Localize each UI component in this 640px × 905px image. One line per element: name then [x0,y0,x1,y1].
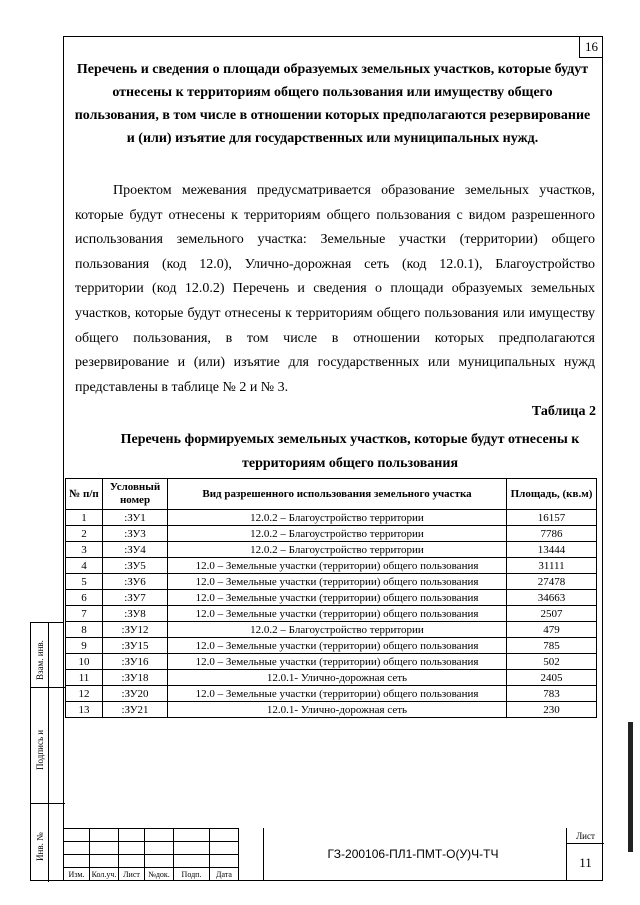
row-use: 12.0 – Земельные участки (территории) общего пользования [168,686,507,702]
row-use: 12.0.1- Улично-дорожная сеть [168,702,507,718]
land-plots-table [65,478,597,718]
row-cond-number: :ЗУ20 [103,686,168,702]
table-row [66,542,597,558]
body-paragraph: Проектом межевания предусматривается образование земельных участков, которые будут отнесены к территориям общего пользования с видом разрешенного использования земельного участка: Земельные участки (территории) общего пользования (код 12.0), Улично-дорожная сеть (код 12.0.1), Благоустройство территории (код 12.0.2) Перечень и сведения о площади образуемых земельных участков, которые будут отнесены к территориям общего пользования или имуществу общего пользования, в том числе в отношении которых предполагаются резервирование и (или) изъятие для государственных или муниципальных нужд представлены в таблице № 2 и № 3. [75,183,595,395]
row-area: 27478 [507,574,597,590]
row-num: 12 [66,686,103,702]
row-area: 16157 [507,510,597,526]
table-row [66,670,597,686]
row-num: 9 [66,638,103,654]
row-cond-number: :ЗУ16 [103,654,168,670]
row-num: 10 [66,654,103,670]
row-area: 7786 [507,526,597,542]
table-row [66,654,597,670]
col-area: Площадь, (кв.м) [507,479,597,510]
stamp-col-label: Изм. [64,868,90,881]
table-title: Перечень формируемых земельных участков, которые будут отнесены к территориям общего пользования [120,432,580,471]
page-number: 16 [579,36,603,58]
row-area: 783 [507,686,597,702]
row-num: 6 [66,590,103,606]
row-cond-number: :ЗУ21 [103,702,168,718]
table-row [66,622,597,638]
row-cond-number: :ЗУ6 [103,574,168,590]
col-num: № п/п [66,479,103,510]
row-num: 7 [66,606,103,622]
row-cond-number: :ЗУ18 [103,670,168,686]
table-row [66,638,597,654]
row-area: 13444 [507,542,597,558]
table-row [66,606,597,622]
col-use: Вид разрешенного использования земельного участка [168,479,507,510]
row-area: 479 [507,622,597,638]
row-cond-number: :ЗУ4 [103,542,168,558]
table-caption: Таблица 2 [531,404,596,419]
row-use: 12.0 – Земельные участки (территории) общего пользования [168,574,507,590]
table-row [66,526,597,542]
section-heading: Перечень и сведения о площади образуемых земельных участков, которые будут отнесены к территориям общего пользования или имуществу общего пользования, в том числе в отношении которых предполагаются резервирование и (или) изъятие для государственных или муниципальных нужд. [74,62,591,146]
col-cond-number: Условный номер [103,479,168,510]
sidebar-podpis-label: Подпись и [35,729,45,770]
row-cond-number: :ЗУ12 [103,622,168,638]
row-use: 12.0.1- Улично-дорожная сеть [168,670,507,686]
sheet-box [566,828,603,881]
scan-edge-mark [628,722,633,852]
sheet-label: Лист [567,828,604,844]
row-use: 12.0 – Земельные участки (территории) общего пользования [168,558,507,574]
row-area: 31111 [507,558,597,574]
row-area: 2405 [507,670,597,686]
row-num: 5 [66,574,103,590]
row-cond-number: :ЗУ8 [103,606,168,622]
stamp-col-label: Подп. [174,868,210,881]
row-use: 12.0 – Земельные участки (территории) общего пользования [168,654,507,670]
row-cond-number: :ЗУ3 [103,526,168,542]
row-cond-number: :ЗУ15 [103,638,168,654]
table-header-row [66,479,597,510]
row-use: 12.0 – Земельные участки (территории) общего пользования [168,590,507,606]
revision-grid [63,828,239,881]
row-num: 8 [66,622,103,638]
row-num: 3 [66,542,103,558]
sidebar-vzam-label: Взам. инв. [35,640,45,680]
stamp-col-label: Кол.уч. [90,868,119,881]
row-use: 12.0.2 – Благоустройство территории [168,526,507,542]
row-area: 785 [507,638,597,654]
left-side-stamp [30,622,64,881]
row-use: 12.0 – Земельные участки (территории) общего пользования [168,606,507,622]
table-row [66,590,597,606]
row-cond-number: :ЗУ5 [103,558,168,574]
table-row [66,686,597,702]
row-cond-number: :ЗУ1 [103,510,168,526]
stamp-col-label: Лист [119,868,145,881]
sheet-number: 11 [579,855,592,870]
table-row [66,510,597,526]
stamp-col-label: Дата [210,868,239,881]
table-row [66,558,597,574]
row-use: 12.0 – Земельные участки (территории) общего пользования [168,638,507,654]
row-area: 230 [507,702,597,718]
table-row [66,574,597,590]
row-num: 11 [66,670,103,686]
row-use: 12.0.2 – Благоустройство территории [168,542,507,558]
document-code: ГЗ-200106-ПЛ1-ПМТ-О(У)Ч-ТЧ [327,847,499,861]
row-area: 34663 [507,590,597,606]
row-cond-number: :ЗУ7 [103,590,168,606]
row-area: 502 [507,654,597,670]
row-num: 13 [66,702,103,718]
row-num: 2 [66,526,103,542]
title-block [63,828,603,881]
row-num: 4 [66,558,103,574]
sidebar-inv-label: Инв. № [35,832,45,861]
row-use: 12.0.2 – Благоустройство территории [168,510,507,526]
row-use: 12.0.2 – Благоустройство территории [168,622,507,638]
stamp-col-label: №док. [145,868,174,881]
table-row [66,702,597,718]
row-area: 2507 [507,606,597,622]
row-num: 1 [66,510,103,526]
